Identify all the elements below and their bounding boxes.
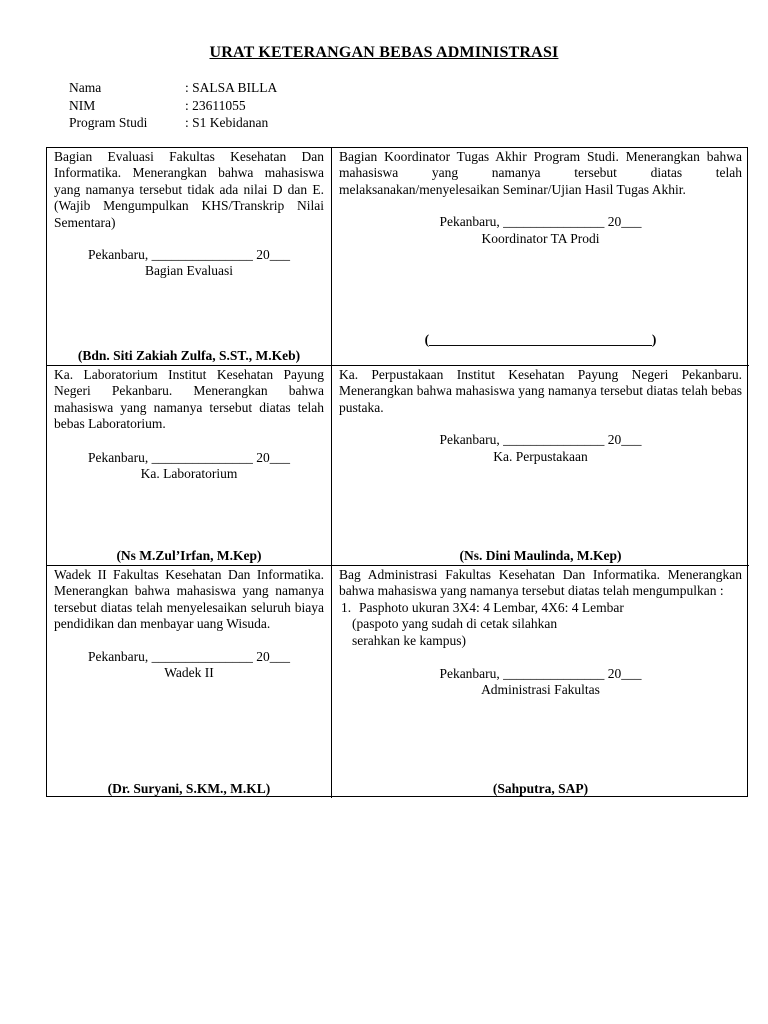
program-row (69, 114, 277, 132)
role-label: Koordinator TA Prodi (481, 230, 600, 246)
role-label: Ka. Laboratorium (140, 466, 238, 482)
list-item (339, 600, 742, 616)
name-row (69, 79, 277, 97)
requirements-list (339, 600, 742, 649)
list-note-line: (paspoto yang sudah di cetak silahkan (352, 616, 558, 632)
cell-evaluasi (47, 148, 332, 366)
place-date-line: Pekanbaru, _______________ 20___ (439, 432, 642, 448)
nim-label: NIM (69, 97, 96, 113)
nim-row (69, 97, 277, 115)
name-value: : SALSA BILLA (185, 80, 278, 95)
cell-laboratorium (47, 366, 332, 566)
signature-blank: (_________________________________) (424, 332, 657, 347)
place-date-line: Pekanbaru, _______________ 20___ (87, 449, 291, 465)
signatory-name: (Sahputra, SAP) (492, 781, 589, 796)
student-info (69, 79, 277, 132)
program-label: Program Studi (69, 115, 148, 130)
role-label: Administrasi Fakultas (481, 682, 600, 698)
cell-text: Bagian Koordinator Tugas Akhir Program Studi. Menerangkan bahwa mahasiswa yang namanya tersebut diatas telah melaksanakan/menyelesaikan Seminar/Ujian Hasil Tugas Akhir. (339, 149, 742, 197)
cell-perpustakaan (332, 366, 749, 566)
cell-text: Bag Administrasi Fakultas Kesehatan Dan Informatika. Menerangkan bahwa mahasiswa yang namanya tersebut diatas telah mengumpulkan : (339, 567, 742, 599)
cell-wadek-ii (47, 566, 332, 798)
cell-text: Ka. Perpustakaan Institut Kesehatan Payung Negeri Pekanbaru. Menerangkan bahwa mahasiswa yang namanya tersebut diatas telah bebas pustaka. (339, 367, 742, 415)
cell-administrasi (332, 566, 749, 798)
place-date-line: Pekanbaru, _______________ 20___ (87, 247, 291, 263)
role-label: Bagian Evaluasi (144, 263, 234, 279)
role-label: Wadek II (164, 665, 214, 681)
nim-value: : 23611055 (185, 97, 246, 113)
place-date-line: Pekanbaru, _______________ 20___ (87, 648, 291, 664)
list-note-line: serahkan ke kampus) (352, 632, 466, 648)
role-label: Ka. Perpustakaan (493, 448, 588, 464)
cell-text: Ka. Laboratorium Institut Kesehatan Payung Negeri Pekanbaru. Menerangkan bahwa mahasiswa yang namanya tersebut diatas telah bebas Laboratorium. (54, 367, 324, 432)
cell-text: Wadek II Fakultas Kesehatan Dan Informatika. Menerangkan bahwa mahasiswa yang namanya tersebut diatas telah menyelesaikan seluruh biaya pendidikan dan menbayar uang Wisuda. (54, 567, 324, 632)
signatory-name: (Bdn. Siti Zakiah Zulfa, S.ST., M.Keb) (77, 348, 301, 363)
signatory-name: (Dr. Suryani, S.KM., M.KL) (107, 781, 271, 796)
list-item-text: Pasphoto ukuran 3X4: 4 Lembar, 4X6: 4 Lembar (359, 599, 624, 615)
name-label: Nama (69, 80, 102, 95)
signatory-name: (Ns M.Zul’Irfan, M.Kep) (116, 548, 262, 563)
program-value: : S1 Kebidanan (185, 115, 269, 130)
clearance-table (46, 147, 748, 797)
list-number: 1. (341, 599, 352, 615)
document-title: URAT KETERANGAN BEBAS ADMINISTRASI (209, 44, 559, 61)
place-date-line: Pekanbaru, _______________ 20___ (439, 214, 642, 230)
signatory-name: (Ns. Dini Maulinda, M.Kep) (459, 548, 622, 563)
cell-text: Bagian Evaluasi Fakultas Kesehatan Dan Informatika. Menerangkan bahwa mahasiswa yang namanya tersebut tidak ada nilai D dan E. (Wajib Mengumpulkan KHS/Transkrip Nilai Sementara) (54, 149, 324, 230)
cell-koordinator-ta (332, 148, 749, 366)
place-date-line: Pekanbaru, _______________ 20___ (439, 666, 642, 682)
